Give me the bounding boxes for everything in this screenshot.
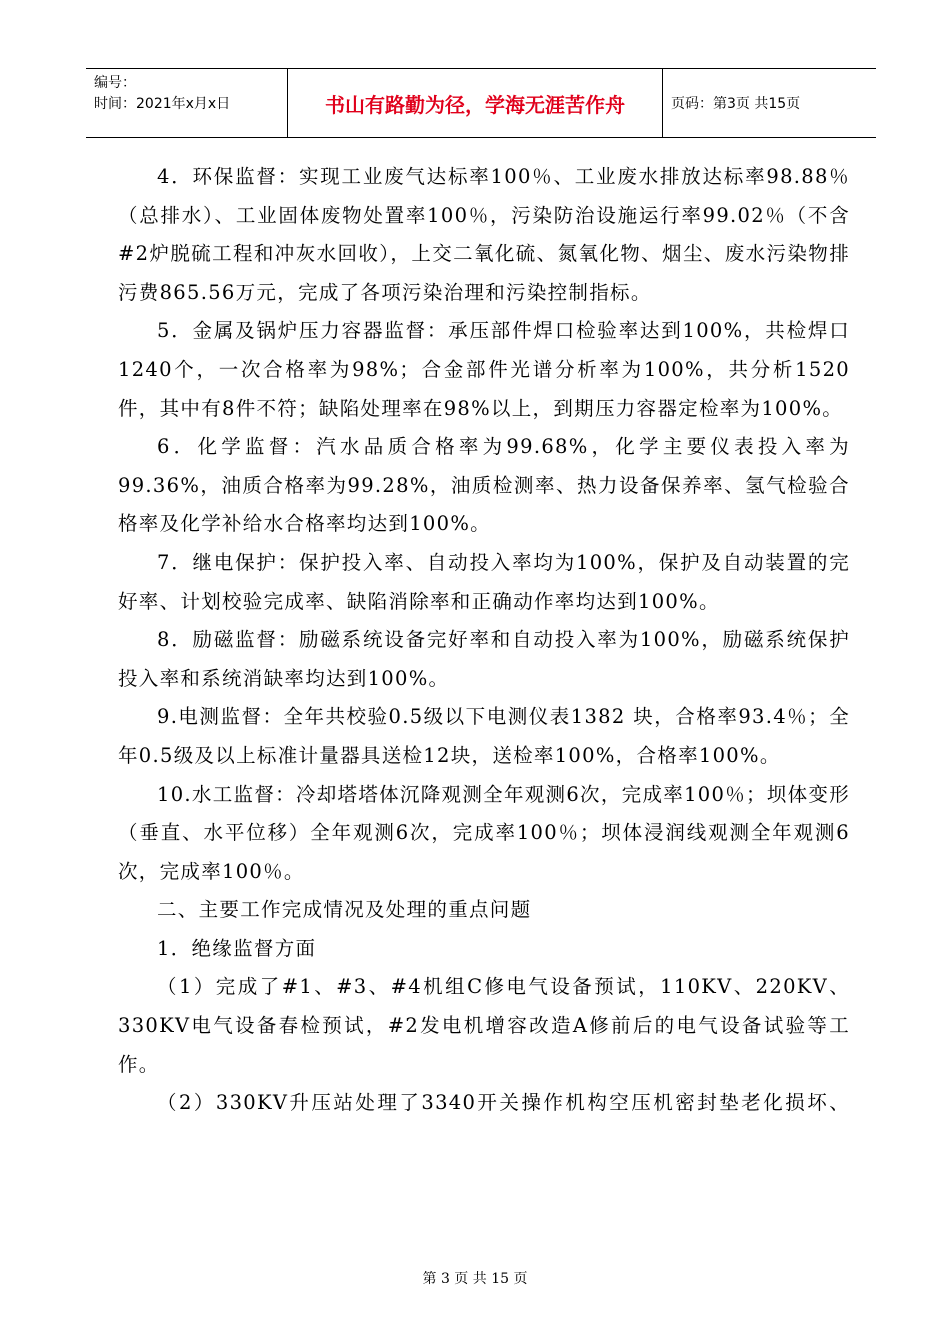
paragraph-insulation-item-2: （2）330KV升压站处理了3340开关操作机构空压机密封垫老化损坏、 bbox=[157, 1091, 850, 1115]
section-heading-main-work: 二、主要工作完成情况及处理的重点问题 bbox=[157, 898, 532, 922]
paragraph-metal-boiler-supervision: 5．金属及锅炉压力容器监督：承压部件焊口检验率达到100%，共检焊口1240个，一次合格率为98%；合金部件光谱分析率为100%，共分析1520件，其中有8件不符；缺陷处理率在98%以上，到期压力容器定检率为100%。 bbox=[118, 319, 850, 420]
paragraph-excitation-supervision: 8．励磁监督：励磁系统设备完好率和自动投入率为100%，励磁系统保护投入率和系统消缺率均达到100%。 bbox=[118, 628, 850, 690]
subsection-heading-insulation: 1．绝缘监督方面 bbox=[157, 936, 317, 960]
paragraph-environmental-supervision: 4．环保监督：实现工业废气达标率100％、工业废水排放达标率98.88％（总排水）、工业固体废物处置率100％，污染防治设施运行率99.02％（不含#2炉脱硫工程和冲灰水回收），上交二氧化硫、氮氧化物、烟尘、废水污染物排污费865.56万元，完成了各项污染治理和污染控制指标。 bbox=[118, 165, 850, 304]
document-header bbox=[86, 68, 876, 138]
page-footer: 第 3 页 共 15 页 bbox=[422, 1271, 528, 1287]
paragraph-electrical-measurement: 9.电测监督：全年共校验0.5级以下电测仪表1382 块，合格率93.4％；全年0.5级及以上标准计量器具送检12块，送检率100%，合格率100%。 bbox=[118, 705, 850, 767]
paragraph-chemical-supervision: 6．化学监督：汽水品质合格率为99.68%，化学主要仪表投入率为99.36%，油质合格率为99.28%，油质检测率、热力设备保养率、氢气检验合格率及化学补给水合格率均达到100%。 bbox=[118, 435, 850, 536]
header-meta bbox=[86, 69, 288, 137]
header-page-label: 页码：第3页 共15页 bbox=[671, 96, 801, 112]
document-body bbox=[118, 158, 850, 1123]
document-date-label: 时间：2021年x月x日 bbox=[94, 96, 231, 112]
header-motto: 书山有路勤为径，学海无涯苦作舟 bbox=[288, 69, 663, 137]
document-number-label: 编号： bbox=[94, 75, 136, 91]
paragraph-hydraulic-supervision: 10.水工监督：冷却塔塔体沉降观测全年观测6次，完成率100％；坝体变形（垂直、水平位移）全年观测6次，完成率100％；坝体浸润线观测全年观测6次，完成率100％。 bbox=[118, 782, 850, 883]
paragraph-relay-protection: 7．继电保护：保护投入率、自动投入率均为100%，保护及自动装置的完好率、计划校验完成率、缺陷消除率和正确动作率均达到100%。 bbox=[118, 550, 850, 613]
paragraph-insulation-item-1: （1）完成了#1、#3、#4机组C修电气设备预试，110KV、220KV、330KV电气设备春检预试，#2发电机增容改造A修前后的电气设备试验等工作。 bbox=[118, 975, 850, 1076]
